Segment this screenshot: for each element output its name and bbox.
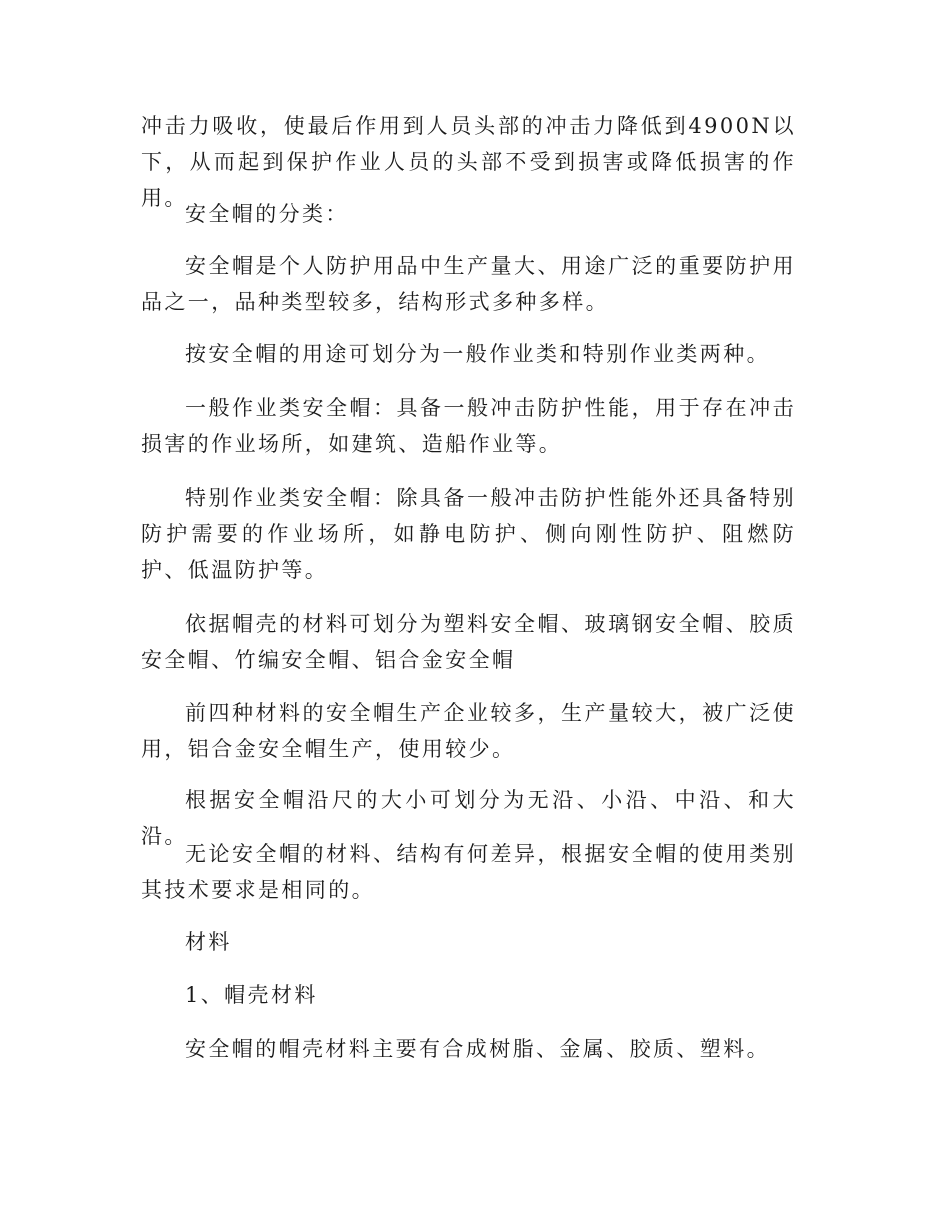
paragraph-shell-material-subheading: 1、帽壳材料 bbox=[185, 983, 318, 1007]
paragraph-helmet-overview: 安全帽是个人防护用品中生产量大、用途广泛的重要防护用品之一，品种类型较多，结构形式多种多样。 bbox=[141, 254, 796, 314]
paragraph-production-usage: 前四种材料的安全帽生产企业较多，生产量较大，被广泛使用，铝合金安全帽生产，使用较少。 bbox=[141, 701, 796, 761]
paragraph-classification-heading: 安全帽的分类： bbox=[185, 202, 349, 226]
paragraph-brim-sizes: 根据安全帽沿尺的大小可划分为无沿、小沿、中沿、和大沿。 bbox=[141, 788, 796, 848]
paragraph-usage-types: 按安全帽的用途可划分为一般作业类和特别作业类两种。 bbox=[185, 342, 770, 366]
paragraph-impact-absorption: 冲击力吸收，使最后作用到人员头部的冲击力降低到4900N以下，从而起到保护作业人员的头部不受到损害或降低损害的作用。 bbox=[141, 114, 796, 210]
paragraph-special-helmet: 特别作业类安全帽：除具备一般冲击防护性能外还具备特别防护需要的作业场所，如静电防护、侧向刚性防护、阻燃防护、低温防护等。 bbox=[141, 486, 796, 582]
paragraph-shell-material-types: 安全帽的帽壳材料主要有合成树脂、金属、胶质、塑料。 bbox=[185, 1037, 770, 1061]
paragraph-general-helmet: 一般作业类安全帽：具备一般冲击防护性能，用于存在冲击损害的作业场所，如建筑、造船作业等。 bbox=[141, 396, 796, 456]
paragraph-shell-materials: 依据帽壳的材料可划分为塑料安全帽、玻璃钢安全帽、胶质安全帽、竹编安全帽、铝合金安全帽 bbox=[141, 612, 796, 672]
paragraph-technical-requirements: 无论安全帽的材料、结构有何差异，根据安全帽的使用类别其技术要求是相同的。 bbox=[141, 842, 796, 902]
paragraph-materials-heading: 材料 bbox=[185, 930, 232, 954]
